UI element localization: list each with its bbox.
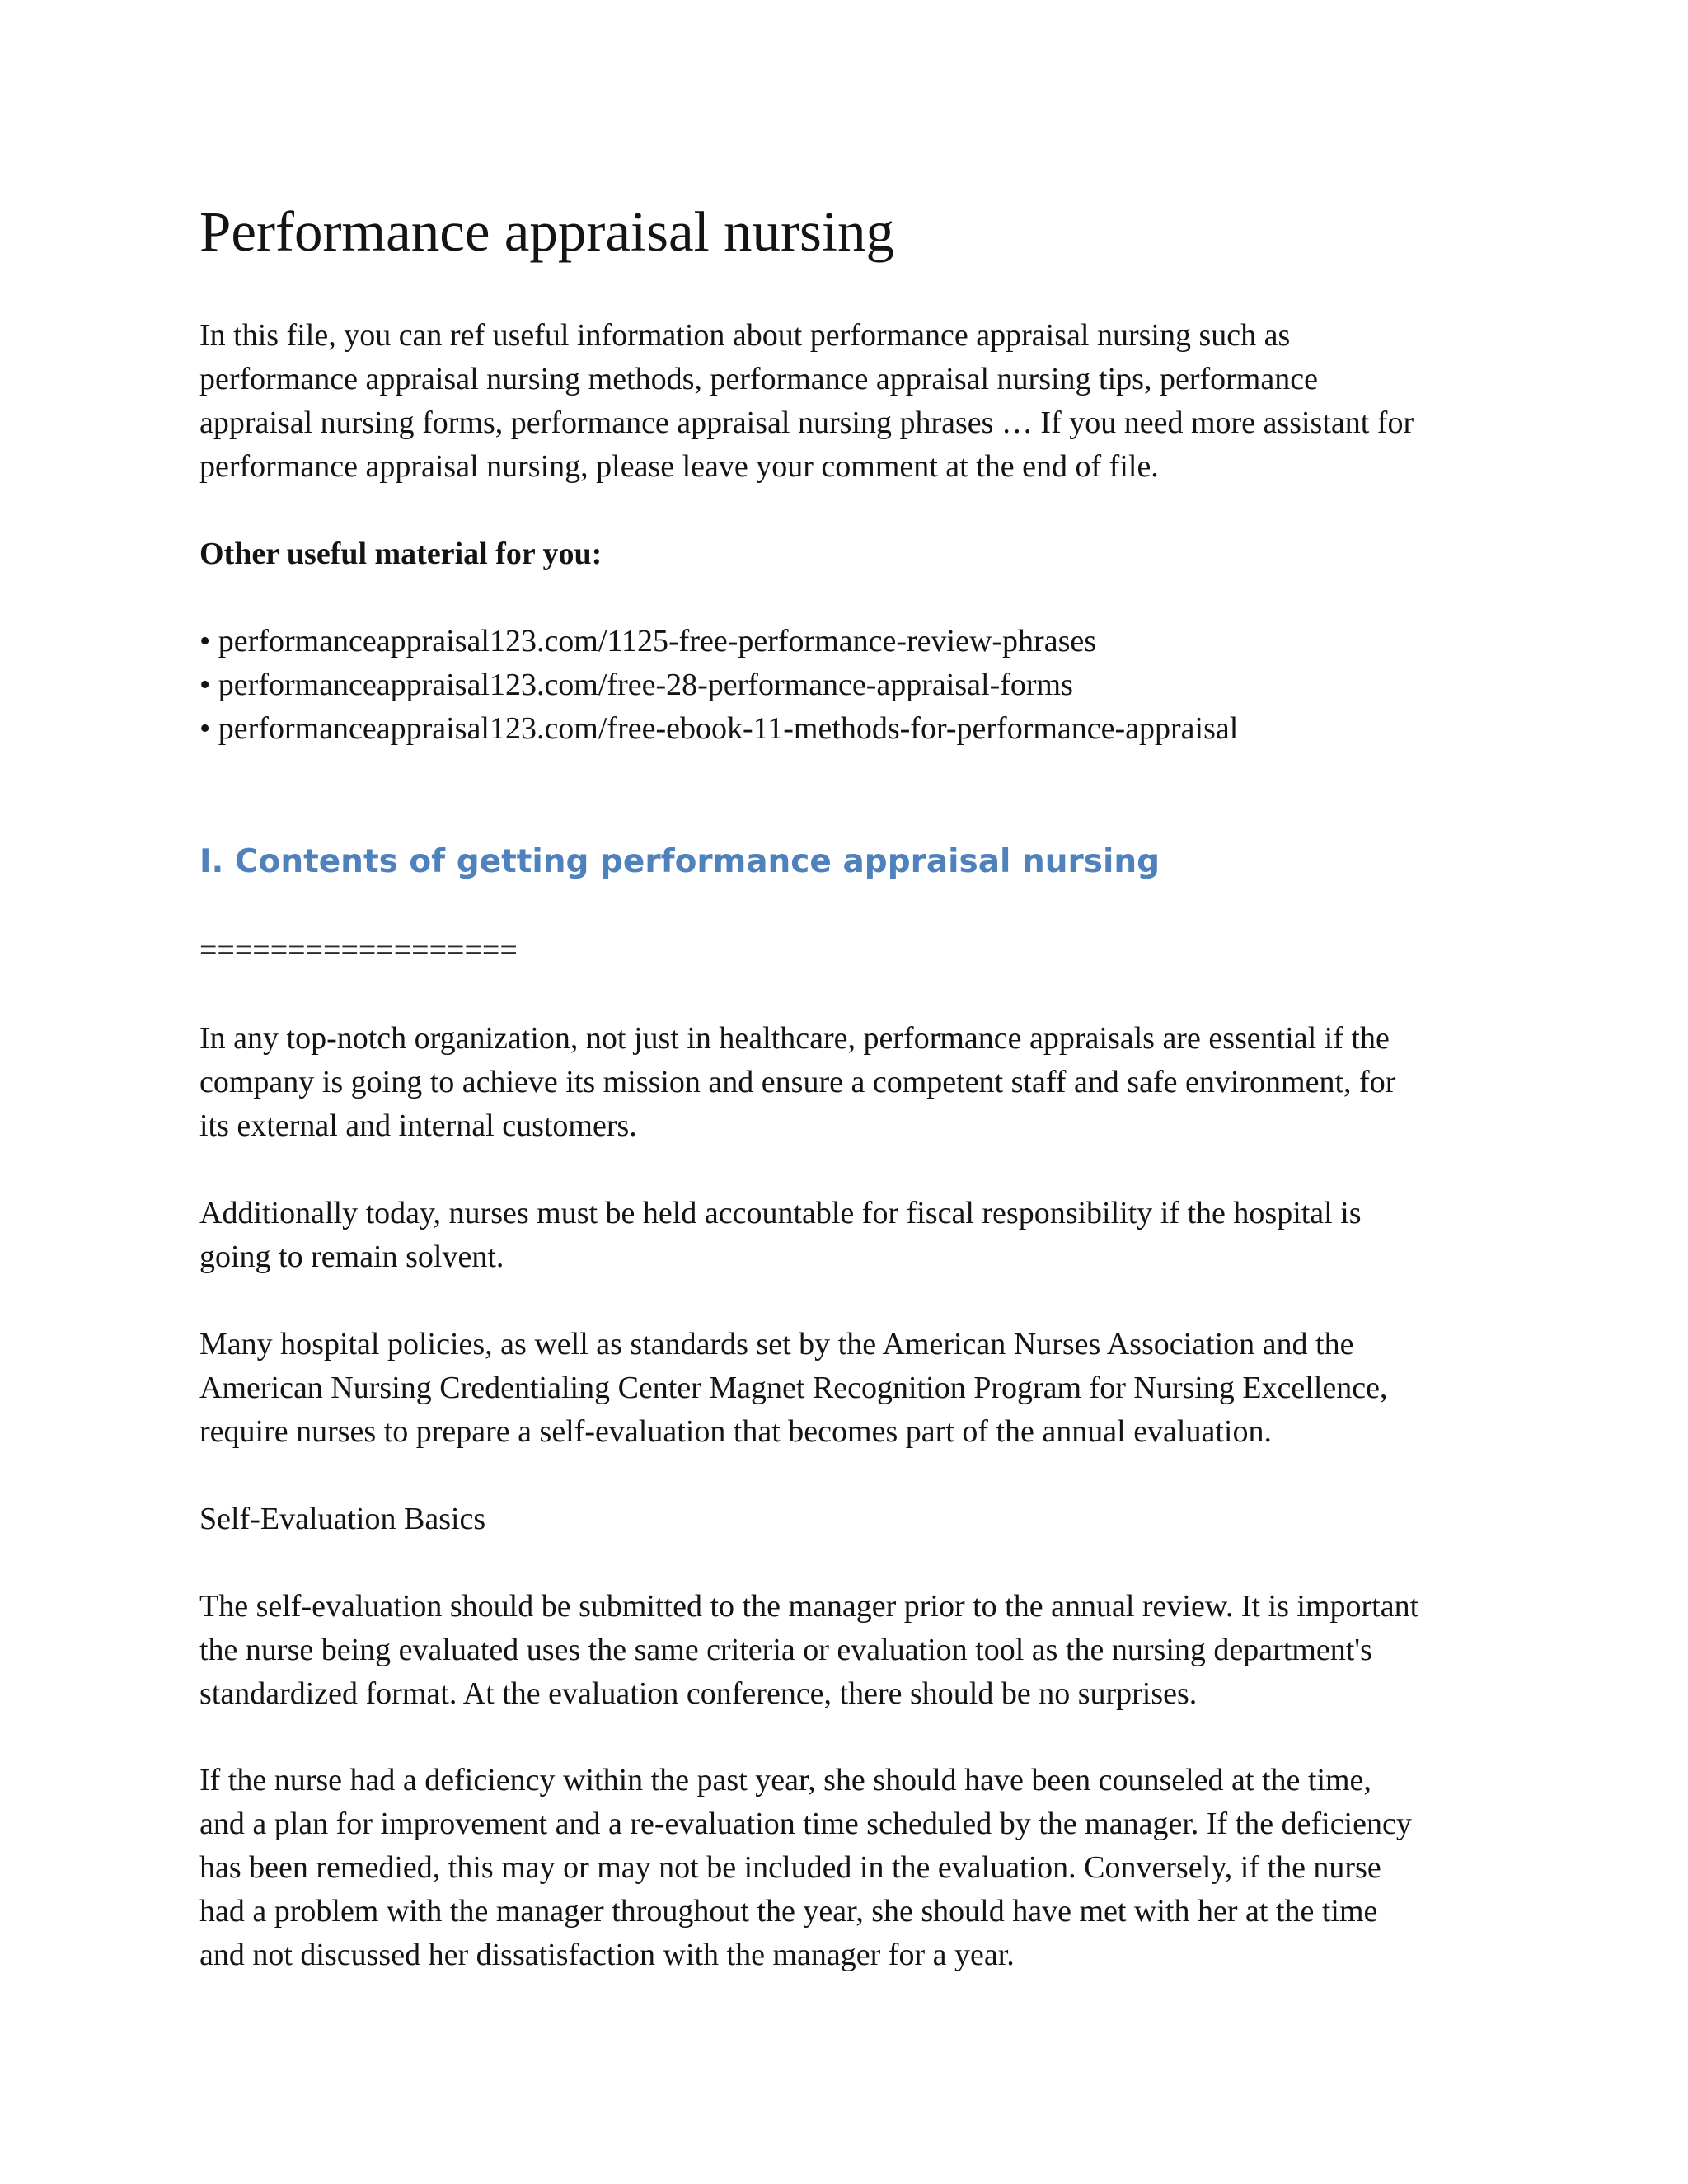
paragraph-line: the nurse being evaluated uses the same criteria or evaluation tool as the nursing department's [199, 1633, 1372, 1667]
paragraph-line: going to remain solvent. [199, 1240, 504, 1274]
intro-line: performance appraisal nursing, please leave your comment at the end of file. [199, 449, 1159, 484]
paragraph-line: In any top-notch organization, not just in healthcare, performance appraisals are essential if the [199, 1021, 1390, 1056]
intro-line: appraisal nursing forms, performance appraisal nursing phrases … If you need more assistant for [199, 405, 1414, 440]
intro-line: In this file, you can ref useful information about performance appraisal nursing such as [199, 318, 1291, 353]
list-item[interactable] [199, 620, 1238, 663]
list-item[interactable] [199, 663, 1238, 707]
body-paragraph [199, 1585, 1418, 1716]
link-phrases[interactable]: • performanceappraisal123.com/1125-free-performance-review-phrases [199, 624, 1097, 658]
paragraph-line: and not discussed her dissatisfaction with the manager for a year. [199, 1938, 1015, 1972]
paragraph-line: standardized format. At the evaluation conference, there should be no surprises. [199, 1676, 1198, 1711]
link-forms[interactable]: • performanceappraisal123.com/free-28-performance-appraisal-forms [199, 668, 1073, 702]
paragraph-line: require nurses to prepare a self-evaluation that becomes part of the annual evaluation. [199, 1414, 1272, 1449]
intro-paragraph [199, 314, 1414, 489]
useful-links-list [199, 620, 1238, 751]
paragraph-line: Many hospital policies, as well as standards set by the American Nurses Association and the [199, 1327, 1354, 1361]
paragraph-line: its external and internal customers. [199, 1108, 637, 1143]
paragraph-line: American Nursing Credentialing Center Magnet Recognition Program for Nursing Excellence, [199, 1371, 1388, 1405]
paragraph-line: The self-evaluation should be submitted to the manager prior to the annual review. It is important [199, 1589, 1419, 1624]
paragraph-line: Self-Evaluation Basics [199, 1502, 486, 1536]
paragraph-line: has been remedied, this may or may not be included in the evaluation. Conversely, if the nurse [199, 1850, 1381, 1885]
paragraph-line: had a problem with the manager throughout the year, she should have met with her at the time [199, 1894, 1378, 1929]
section-heading: I. Contents of getting performance appraisal nursing [199, 843, 1160, 880]
divider-line: ================== [199, 933, 518, 968]
body-paragraph [199, 1759, 1412, 1977]
list-item[interactable] [199, 707, 1238, 751]
intro-line: performance appraisal nursing methods, performance appraisal nursing tips, performance [199, 362, 1318, 396]
paragraph-line: company is going to achieve its mission and ensure a competent staff and safe environment, for [199, 1065, 1396, 1099]
other-material-heading: Other useful material for you: [199, 537, 603, 571]
body-paragraph [199, 1323, 1387, 1454]
body-paragraph [199, 1192, 1362, 1279]
paragraph-line: and a plan for improvement and a re-evaluation time scheduled by the manager. If the deficiency [199, 1807, 1412, 1841]
subheading-self-evaluation [199, 1497, 485, 1541]
document-title: Performance appraisal nursing [199, 200, 895, 263]
paragraph-line: Additionally today, nurses must be held accountable for fiscal responsibility if the hospital is [199, 1196, 1362, 1230]
link-ebook[interactable]: • performanceappraisal123.com/free-ebook-11-methods-for-performance-appraisal [199, 711, 1239, 746]
paragraph-line: If the nurse had a deficiency within the past year, she should have been counseled at the time, [199, 1763, 1372, 1797]
body-paragraph [199, 1017, 1395, 1148]
